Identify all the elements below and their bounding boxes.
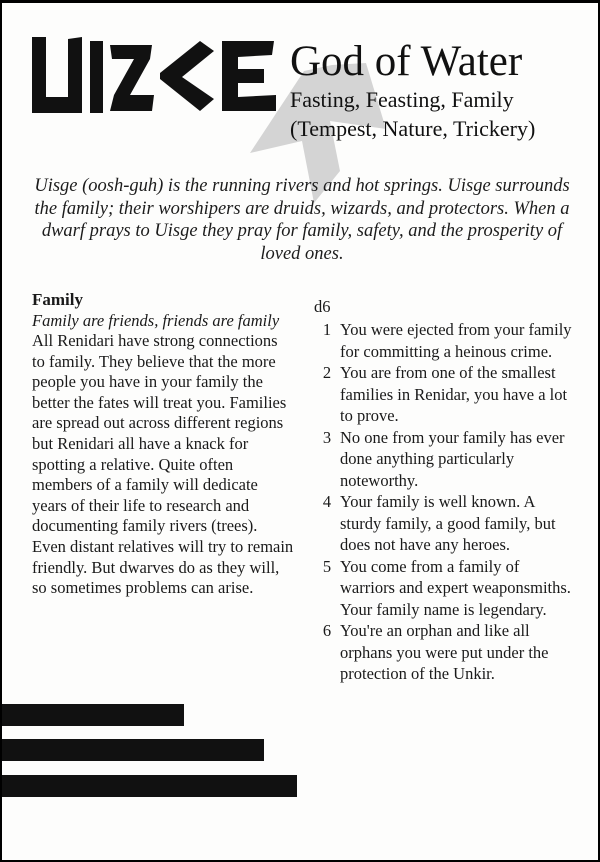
- document-page: [2, 3, 598, 860]
- row-number: 2: [322, 363, 332, 382]
- section-body: All Renidari have strong connections to family. They believe that the more people you have in your family the better the fates will treat you. Families are spread out across different regions but Renidari all have a knack for spotting a relative. Quite often members of a family will dedicate years of their life to research and documenting family rivers (trees). Even distant relatives will try to remain friendly. But dwarves do as they will, so sometimes problems can arise.: [32, 331, 294, 598]
- row-number: 6: [322, 621, 332, 640]
- table-row: [314, 491, 574, 556]
- row-text: You were ejected from your family for committing a heinous crime.: [340, 320, 572, 361]
- table-header: d6: [314, 297, 331, 316]
- row-text: You are from one of the smallest families in Renidar, you have a lot to prove.: [340, 363, 568, 425]
- row-number: 1: [322, 320, 332, 339]
- table-row: [314, 556, 574, 621]
- domains-line: (Tempest, Nature, Trickery): [290, 116, 536, 141]
- row-number: 5: [322, 556, 332, 576]
- row-text: No one from your family has ever done anything particularly noteworthy.: [340, 427, 565, 490]
- table-row: [314, 362, 574, 427]
- page-title: God of Water: [290, 38, 523, 85]
- redaction-bar: [2, 704, 184, 726]
- d6-table: [314, 296, 574, 685]
- domains-line: Fasting, Feasting, Family: [290, 87, 514, 112]
- redaction-bar: [2, 775, 297, 797]
- row-number: 3: [322, 427, 332, 447]
- table-row: [314, 620, 574, 685]
- row-text: Your family is well known. A sturdy family, a good family, but does not have any heroes.: [340, 492, 556, 554]
- section-heading: Family: [32, 290, 83, 309]
- row-text: You come from a family of warriors and expert weaponsmiths. Your family name is legendary.: [340, 556, 571, 619]
- intro-paragraph: Uisge (oosh-guh) is the running rivers and hot springs. Uisge surrounds the family; their worshipers are druids, wizards, and protectors. When a dwarf prays to Uisge they pray for family, safety, and the prosperity of loved ones.: [34, 176, 570, 264]
- row-text: You're an orphan and like all orphans you were put under the protection of the Unkir.: [340, 621, 549, 683]
- section-subtitle: Family are friends, friends are family: [32, 311, 280, 330]
- redaction-bar: [2, 739, 264, 761]
- table-row: [314, 427, 574, 492]
- row-number: 4: [322, 492, 332, 511]
- family-section: [32, 289, 294, 599]
- deity-logo: [32, 37, 282, 117]
- domains: [290, 85, 535, 143]
- table-row: [314, 319, 574, 362]
